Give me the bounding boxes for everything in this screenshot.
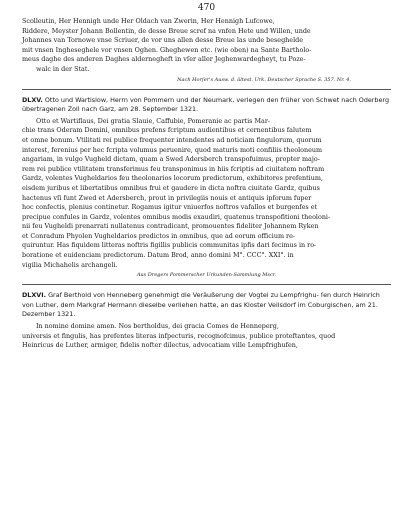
text-line: rem rei publice vtilitatem transferimus feu transponimus in hiis fcriptis ad ciuitatem noftram xyxy=(22,164,325,173)
text-line: nii feu Vugheldi prenarrati nullatenus contradicant, promouentes fideliter Johannem Ryken xyxy=(22,222,319,231)
text-line: Heinricus de Luther, armiger, fidelis nofter dilectus, advocatiam ville Lempfrighufen, xyxy=(22,341,298,350)
text-line: Otto et Wartiflaus, Dei gratia Slauie, Caffubie, Pomeranie ac partis Mar- xyxy=(36,116,271,125)
section-heading xyxy=(22,291,391,320)
text-line: hoc confectis, plenius continetur. Rogamus igitur vniuerfos noftros vafallos et burgenfes et xyxy=(22,203,318,212)
text-line: et Conradum Phyolen Vugheldarios predictos in omnibus, que ad eorum officium re- xyxy=(22,231,296,240)
text-line: Scolleutin, Her Hennigh unde Her Oldach van Zwerin, Her Hennigh Lufcowe, xyxy=(22,17,275,25)
text-line: mit vnsen Ingheseghele vor vnsen Oghen. Gheghewen etc. (wie oben) na Sante Bartholo- xyxy=(22,45,312,54)
heading-text: Otto und Wartislow, Herrn von Pommern und der Neumark, verlegen den früher von Schwet nach Oderberg übertragenen Zoll nach Garz, am 28. September 1321. xyxy=(22,95,389,114)
text-line: Riddere, Meyster Johann Bollentin, de desse Breue scref na vnfen Hete und Willen, unde xyxy=(22,26,311,35)
section-divider xyxy=(22,89,391,90)
source-citation: Aus Dregers Pommerscher Urkunden-Sammlung Mscr. xyxy=(136,272,277,279)
document-number: DLXV. xyxy=(22,95,43,104)
document-number: DLXVI. xyxy=(22,291,47,300)
text-line: precipue confules in Gardz, volentes omnibus modis exaudiri, quatenus transpofitioni theoloni- xyxy=(22,212,331,221)
text-line: Johannes van Tornowe vnse Scriuer, de vor uns allen desse Breue las unde beseghelde xyxy=(22,36,303,45)
text-line: boratione et euidenciam predictorum. Datum Brod, anno domini M°. CCC°. XXI°. in xyxy=(22,251,294,260)
section-2-text xyxy=(22,117,391,271)
text-line: interest, ferenius per hec fcripta volumus peruenire, quod maturis moti confiliis theoloneum xyxy=(22,145,323,154)
text-line: universis et fingulis, has prefentes literas infpecturis, recognofcimus, publice proteftantes, quod xyxy=(22,331,336,340)
section-heading xyxy=(22,96,391,115)
section-1-text xyxy=(22,17,391,75)
text-line: hactenus vſi funt Zwed et Adersberch, prout in privilegiis nouis et antiquis ipforum fuper xyxy=(22,193,312,202)
section-divider xyxy=(22,284,391,285)
text-line: In nomine domine amen. Nos bertholdus, dei gracia Comes de Henneperg, xyxy=(36,322,279,331)
text-line: meus daghe des anderen Daghes aldernegheft in vſer aller Jeghenwardegheyt, tu Poze- xyxy=(22,55,306,64)
text-line: quiruntur. Has fiquidem litteras noftris figillis publicis communitas ipfis dari fecimus in ro- xyxy=(22,241,317,250)
page-number: 470 xyxy=(197,3,216,13)
text-line: angariam, in vulgo Vugheld dictam, quam a Swed Adersberch transpofuimus, propter majo- xyxy=(22,155,320,164)
text-line: et omne bonum. Vtilitati rei publice frequenter intendentes ad noticiam fingulorum, quorum xyxy=(22,135,322,144)
text-line: eisdem juribus et libertatibus omnibus frui et gaudere in dicta noftra ciuitate Gardz, quibus xyxy=(22,183,320,192)
heading-text: Graf Berthold von Henneberg genehmigt die Veräußerung der Vogtei zu Lempfrighu- ſen durch Heinrich von Luther, dem Markgraf Hermann dieselbe verliehen hatte, an das Kloster Veilsdorf im Coburgischen, am 21. Dezember 1321. xyxy=(22,291,380,319)
source-citation: Nach Horſer's Ausw. d. ältest. Urk. Deutscher Sprache S. 357. Nr. 4. xyxy=(177,76,351,83)
text-line: chie trans Oderam Domini, omnibus prefens fcriptum audientibus et cernentibus falutem xyxy=(22,126,312,135)
text-line: Gardz, volentes Vugheldarios feu theolonarios locorum predictorum, exhibitores prefentium, xyxy=(22,174,323,183)
text-line: walc in der Stat. xyxy=(36,64,90,73)
section-3-text xyxy=(22,322,391,351)
text-line: vigilia Michahelis archangeli. xyxy=(22,260,118,269)
